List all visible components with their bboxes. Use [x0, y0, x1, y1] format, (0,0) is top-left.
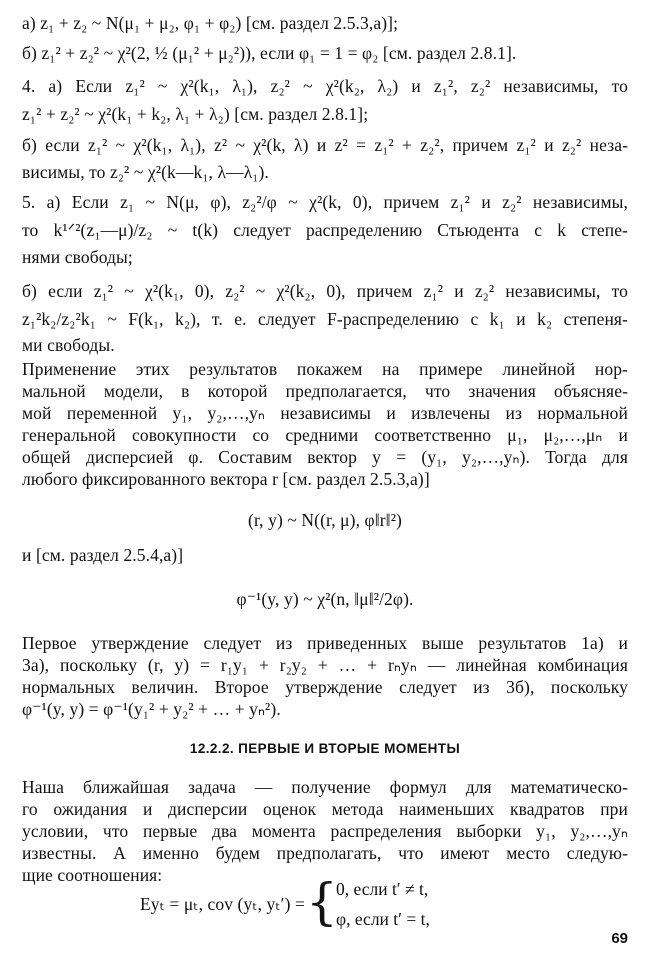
- text-line: 3а), поскольку (r, y) = r₁y₁ + r₂y₂ + … + rₙyₙ — линейная комбинация: [22, 655, 628, 675]
- text-line: нормальных величин. Второе утверждение следует из 3б), поскольку: [22, 677, 628, 697]
- page-number: 69: [611, 930, 628, 947]
- text-line: б) z₁² + z₂² ~ χ²(2, ½ (μ₁² + μ₂²)), если φ₁ = 1 = φ₂ [см. раздел 2.8.1].: [22, 43, 517, 63]
- text-line: б) если z₁² ~ χ²(k₁, λ₁), z² ~ χ²(k, λ) и z² = z₁² + z₂², причем z₁² и z₂² неза-: [22, 135, 628, 155]
- text-line: z₁² + z₂² ~ χ²(k₁ + k₂, λ₁ + λ₂) [см. раздел 2.8.1];: [22, 104, 369, 124]
- display-formula: (r, y) ~ N((r, μ), φ‖r‖²): [248, 510, 402, 530]
- text-line: и [см. раздел 2.5.4,а)]: [22, 545, 184, 565]
- text-line: Применение этих результатов покажем на примере линейной нор-: [22, 359, 628, 379]
- text-line: Наша ближайшая задача — получение формул для математическо-: [22, 777, 628, 797]
- left-brace: {: [306, 873, 338, 931]
- text-line: 5. а) Если z₁ ~ N(μ, φ), z₂²/φ ~ χ²(k, 0), причем z₁² и z₂² независимы,: [22, 192, 628, 212]
- text-line: а) z₁ + z₂ ~ N(μ₁ + μ₂, φ₁ + φ₂) [см. раздел 2.5.3,а)];: [22, 13, 399, 33]
- text-line: мальной модели, в которой предполагается, что значения объясняе-: [22, 381, 628, 401]
- text-line: 4. а) Если z₁² ~ χ²(k₁, λ₁), z₂² ~ χ²(k₂, λ₂) и z₁², z₂² независимы, то: [22, 76, 628, 96]
- text-line: любого фиксированного вектора r [см. раздел 2.5.3,а)]: [22, 469, 430, 489]
- case-row: φ, если t′ = t,: [336, 909, 430, 929]
- section-heading: 12.2.2. ПЕРВЫЕ И ВТОРЫЕ МОМЕНТЫ: [189, 741, 461, 756]
- text-line: z₁²k₂/z₂²k₁ ~ F(k₁, k₂), т. е. следует F-распределению с k₁ и k₂ степеня-: [22, 309, 628, 329]
- text-line: б) если z₁² ~ χ²(k₁, 0), z₂² ~ χ²(k₂, 0), причем z₁² и z₂² независимы, то: [22, 281, 628, 301]
- text-line: го ожидания и дисперсии оценок метода наименьших квадратов при: [22, 799, 628, 819]
- text-line: ми свободы.: [22, 335, 115, 355]
- text-line: щие соотношения:: [22, 865, 163, 885]
- cases-formula: [306, 873, 646, 932]
- case-row: 0, если t′ ≠ t,: [336, 879, 429, 899]
- text-line: мой переменной y₁, y₂,…,yₙ независимы и извлечены из нормальной: [22, 403, 628, 423]
- text-line: φ⁻¹(y, y) = φ⁻¹(y₁² + y₂² + … + yₙ²).: [22, 699, 281, 719]
- text-line: известны. А именно будем предполагать, что имеют место следую-: [22, 843, 628, 863]
- moments-formula-lhs: Eyₜ = μₜ, cov (yₜ, yₜ′) =: [140, 894, 305, 914]
- text-line: общей дисперсией φ. Составим вектор y = (y₁, y₂,…,yₙ). Тогда для: [22, 447, 628, 467]
- text-line: условии, что первые два момента распределения выборки y₁, y₂,…,yₙ: [22, 821, 628, 841]
- text-line: висимы, то z₂² ~ χ²(k—k₁, λ—λ₁).: [22, 162, 269, 182]
- text-line: то k¹ᐟ²(z₁—μ)/z₂ ~ t(k) следует распределению Стьюдента с k степе-: [22, 220, 628, 240]
- text-line: генеральной совокупности со средними соответственно μ₁, μ₂,…,μₙ и: [22, 425, 628, 445]
- text-line: нями свободы;: [22, 247, 133, 267]
- text-line: Первое утверждение следует из приведенных выше результатов 1а) и: [22, 633, 628, 653]
- display-formula: φ⁻¹(y, y) ~ χ²(n, ‖μ‖²/2φ).: [236, 589, 414, 609]
